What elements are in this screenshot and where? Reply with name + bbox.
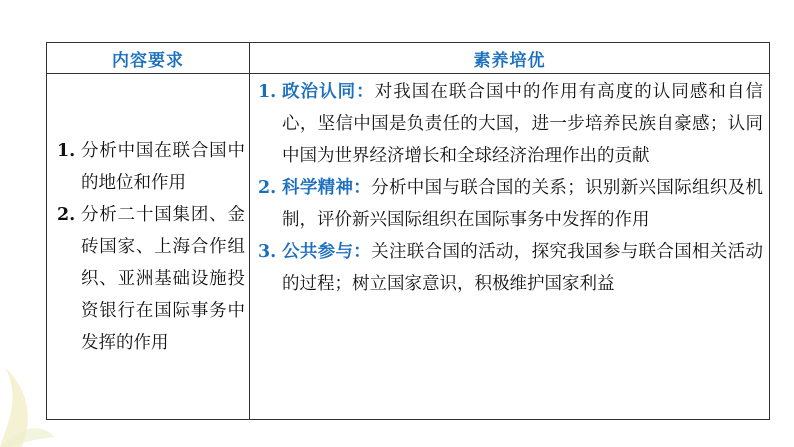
right-item-text: 分析中国与联合国的关系；识别新兴国际组织及机制，评价新兴国际组织在国际事务中发挥的作用 (282, 178, 764, 230)
right-item-keyword: 科学精神： (282, 178, 372, 198)
header-literacy-cultivation: 素养培优 (250, 43, 770, 74)
right-item-number: 3. (258, 242, 277, 262)
content-requirements-cell (47, 74, 250, 420)
right-item-2 (258, 172, 763, 236)
right-item-number: 2. (258, 178, 277, 198)
header-content-requirements: 内容要求 (47, 43, 250, 74)
left-item-number: 1. (57, 140, 76, 161)
right-item-1 (258, 76, 763, 172)
right-item-body (282, 172, 763, 236)
left-item-text: 分析二十国集团、金砖国家、上海合作组织、亚洲基础设施投资银行在国际事务中发挥的作用 (81, 204, 245, 353)
right-item-keyword: 公共参与： (282, 242, 372, 262)
right-item-text: 对我国在联合国中的作用有高度的认同感和自信心，坚信中国是负责任的大国，进一步培养民族自豪感；认同中国为世界经济增长和全球经济治理作出的贡献 (282, 82, 764, 166)
left-item-2 (57, 199, 245, 359)
literacy-cultivation-cell (250, 74, 770, 420)
right-item-body (282, 76, 763, 172)
right-item-number: 1. (258, 82, 277, 102)
right-item-body (282, 236, 763, 300)
requirements-table (46, 42, 770, 420)
right-item-3 (258, 236, 763, 300)
right-item-text: 关注联合国的活动，探究我国参与联合国相关活动的过程；树立国家意识，积极维护国家利益 (282, 242, 764, 294)
left-item-text: 分析中国在联合国中的地位和作用 (81, 140, 245, 193)
right-item-keyword: 政治认同： (282, 82, 375, 102)
left-item-1 (57, 135, 245, 199)
left-item-number: 2. (57, 204, 76, 225)
